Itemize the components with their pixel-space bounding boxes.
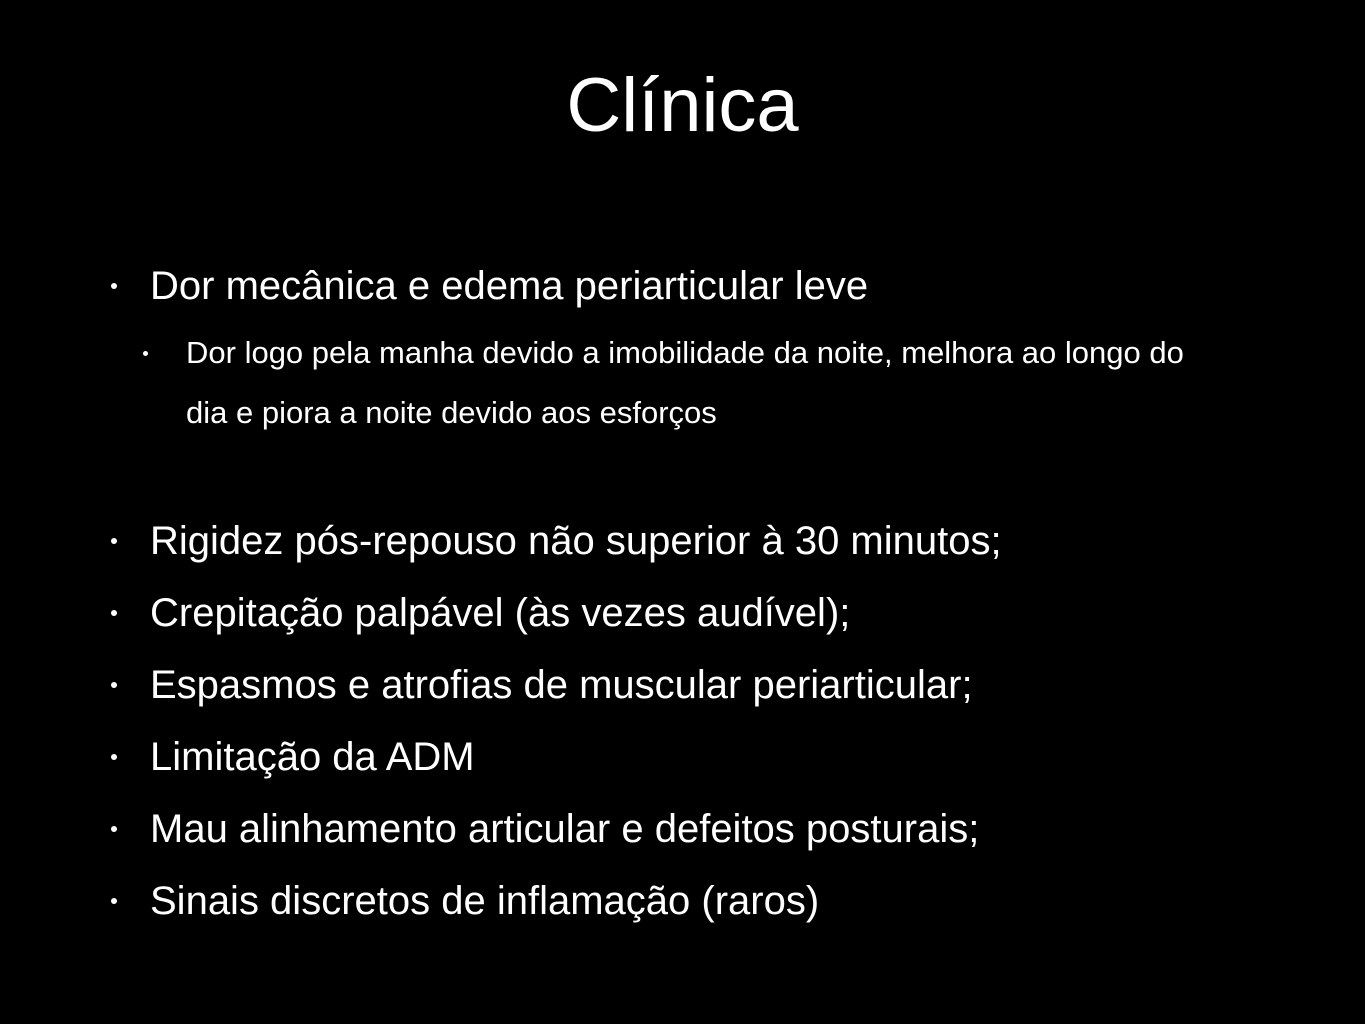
bullet-text: Crepitação palpável (às vezes audível); — [150, 591, 851, 635]
bullet-text: Espasmos e atrofias de muscular periarticular; — [150, 663, 973, 707]
bullet-item — [150, 262, 868, 310]
bullet-text: Rigidez pós-repouso não superior à 30 minutos; — [150, 519, 1002, 563]
bullet-item — [150, 733, 475, 781]
bullet-text: Limitação da ADM — [150, 735, 475, 779]
slide-title: Clínica — [566, 63, 799, 148]
bullet-text: Sinais discretos de inflamação (raros) — [150, 879, 820, 923]
bullet-item — [150, 877, 819, 925]
bullet-item — [150, 805, 979, 853]
bullet-dot-icon — [111, 538, 117, 544]
bullet-item — [150, 661, 973, 709]
sub-bullet-item — [186, 323, 1206, 443]
sub-bullet-dot-icon — [143, 351, 148, 356]
bullet-dot-icon — [111, 826, 117, 832]
bullet-text: Dor mecânica e edema periarticular leve — [150, 264, 869, 308]
bullet-dot-icon — [111, 610, 117, 616]
bullet-dot-icon — [111, 754, 117, 760]
bullet-dot-icon — [111, 283, 117, 289]
bullet-text: Mau alinhamento articular e defeitos posturais; — [150, 807, 980, 851]
bullet-item — [150, 589, 850, 637]
bullet-dot-icon — [111, 898, 117, 904]
bullet-item — [150, 517, 1002, 565]
sub-bullet-text: Dor logo pela manha devido a imobilidade da noite, melhora ao longo do dia e piora a noite devido aos esforços — [186, 335, 1184, 430]
bullet-dot-icon — [111, 682, 117, 688]
